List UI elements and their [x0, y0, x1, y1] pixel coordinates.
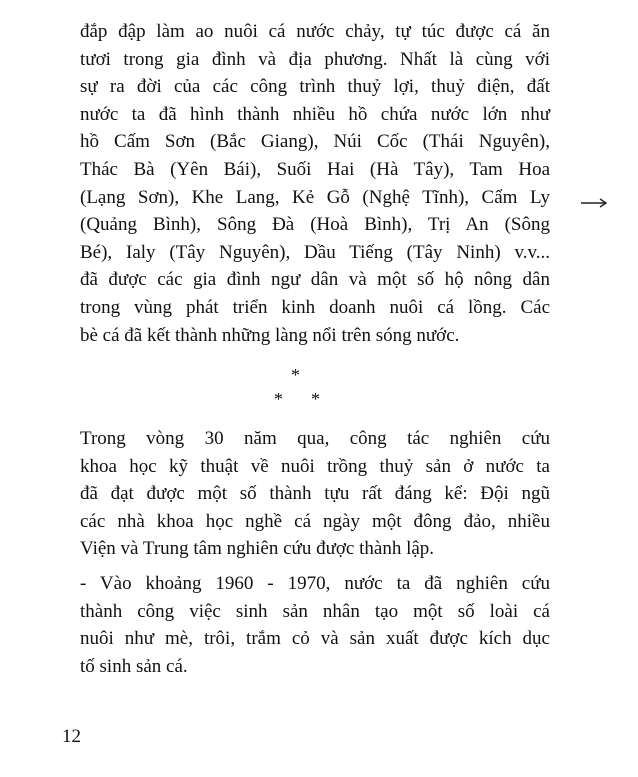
- paragraph-2: [80, 425, 550, 563]
- paragraph-1-line-10: đã được các gia đình ngư dân và một số hộ nông dân: [80, 269, 550, 291]
- paragraph-1-line-1: đắp đập làm ao nuôi cá nước chảy, tự túc được cá ăn: [80, 21, 550, 42]
- page-number: 12: [62, 726, 81, 747]
- paragraph-3: [80, 570, 550, 680]
- paragraph-3-line-3: nuôi như mè, trôi, trắm cỏ và sản xuất được kích dục: [80, 628, 550, 650]
- paragraph-1-line-6: Thác Bà (Yên Bái), Suối Hai (Hà Tây), Tam Hoa: [80, 158, 550, 180]
- paragraph-1-line-11: trong vùng phát triển kinh doanh nuôi cá lồng. Các: [80, 296, 550, 318]
- paragraph-1-line-12: bè cá đã kết thành những làng nổi trên sóng nước.: [80, 324, 460, 346]
- paragraph-2-line-5: Viện và Trung tâm nghiên cứu được thành lập.: [80, 538, 435, 560]
- separator-star-left: *: [274, 389, 283, 409]
- separator-star-top: *: [291, 365, 300, 385]
- paragraph-1-line-4: nước ta đã hình thành nhiều hồ chứa nước lớn như: [80, 103, 550, 125]
- paragraph-3-line-1: - Vào khoảng 1960 - 1970, nước ta đã nghiên cứu: [80, 573, 550, 594]
- paragraph-3-line-4: tố sinh sản cá.: [80, 655, 188, 677]
- paragraph-1-line-9: Bé), Ialy (Tây Nguyên), Dầu Tiếng (Tây Ninh) v.v...: [80, 241, 550, 263]
- paragraph-2-line-3: đã đạt được một số thành tựu rất đáng kể: Đội ngũ: [80, 483, 550, 505]
- margin-mark-icon: [580, 196, 608, 208]
- paragraph-1-line-5: hồ Cấm Sơn (Bắc Giang), Núi Cốc (Thái Nguyên),: [80, 131, 550, 153]
- paragraph-1-line-7: (Lạng Sơn), Khe Lang, Kẻ Gỗ (Nghệ Tĩnh), Cẩm Ly: [80, 186, 550, 208]
- paragraph-1-line-8: (Quảng Bình), Sông Đà (Hoà Bình), Trị An (Sông: [80, 214, 550, 236]
- paragraph-1-line-2: tươi trong gia đình và địa phương. Nhất là cùng với: [80, 48, 550, 70]
- paragraph-2-line-4: các nhà khoa học nghề cá ngày một đông đảo, nhiều: [80, 510, 550, 532]
- separator-star-right: *: [311, 389, 320, 409]
- paragraph-2-line-2: khoa học kỹ thuật về nuôi trồng thuỷ sản ở nước ta: [80, 455, 550, 477]
- paragraph-3-line-2: thành công việc sinh sản nhân tạo một số loài cá: [80, 600, 550, 622]
- paragraph-2-line-1: Trong vòng 30 năm qua, công tác nghiên cứu: [80, 428, 550, 449]
- paragraph-1: [80, 18, 550, 349]
- paragraph-1-line-3: sự ra đời của các công trình thuỷ lợi, thuỷ điện, đất: [80, 76, 550, 98]
